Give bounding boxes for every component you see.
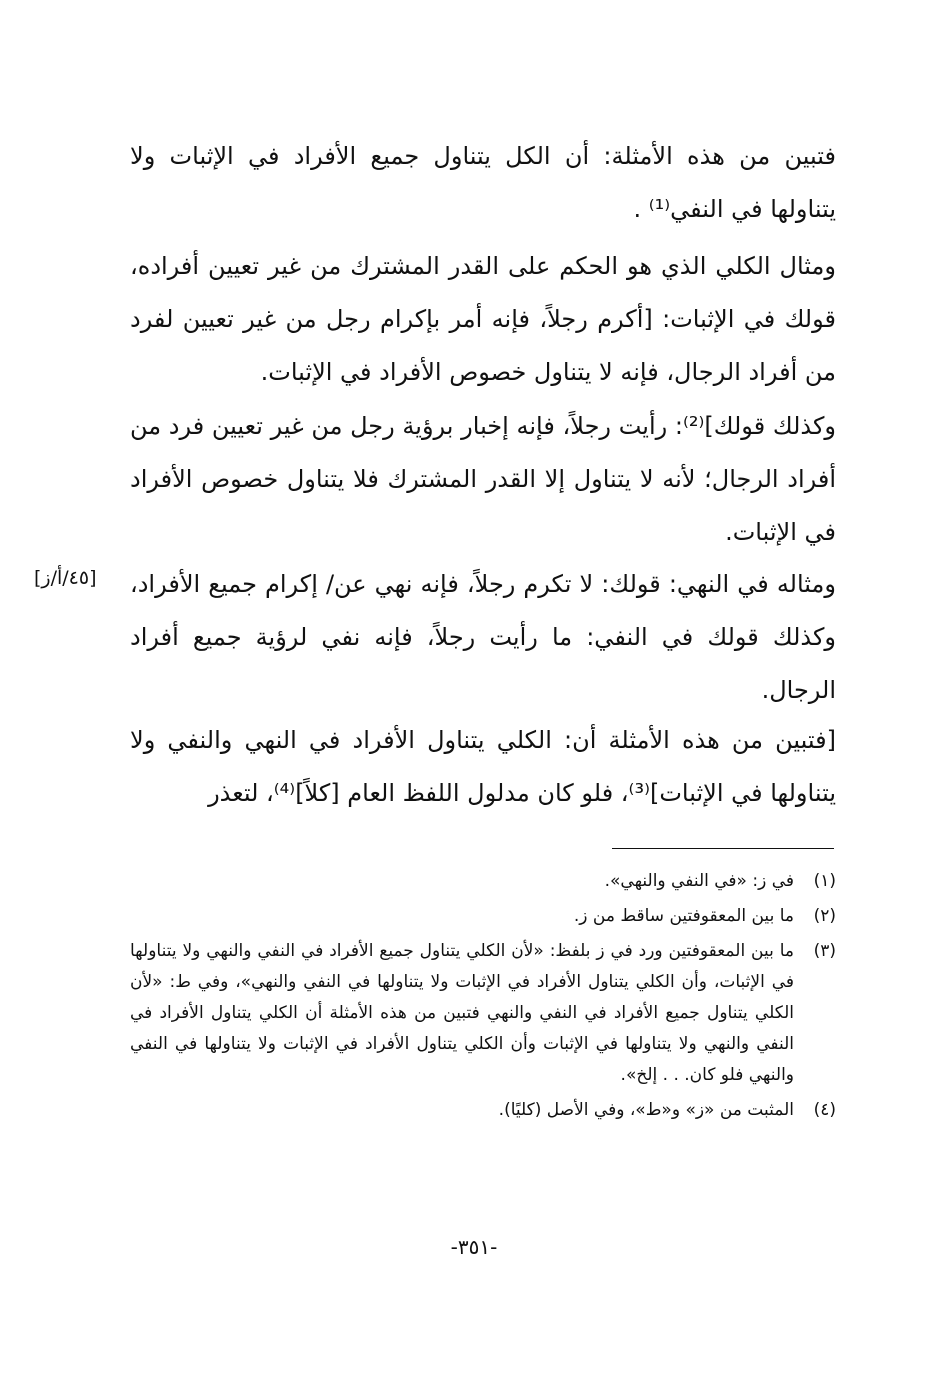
footnote-text: المثبت من «ز» و«ط»، وفي الأصل (كليًا). bbox=[498, 1100, 794, 1120]
body-paragraph-1: فتبين من هذه الأمثلة: أن الكل يتناول جميع الأفراد في الإثبات ولا يتناولها في النفي⁽¹⁾ . bbox=[130, 142, 836, 223]
footnote-separator bbox=[612, 848, 834, 849]
body-paragraph-5: [فتبين من هذه الأمثلة أن: الكلي يتناول الأفراد في النهي والنفي ولا يتناولها في الإثبات]⁽³⁾، فلو كان مدلول اللفظ العام [كلاً]⁽⁴⁾، لتعذر bbox=[130, 726, 836, 807]
footnote-1 bbox=[130, 866, 836, 897]
footnote-number: (١) bbox=[813, 871, 836, 891]
footnote-text: ما بين المعقوفتين ورد في ز بلفظ: «لأن الكلي يتناول جميع الأفراد في النفي والنهي ولا يتناولها في الإثبات، وأن الكلي يتناول الأفراد في الإثبات ولا يتناولها في النفي والنهي»، وفي ط: «لأن الكلي يتناول جميع الأفراد في النفي والنهي فتبين من هذه الأمثلة أن الكلي يتناول الأفراد في النفي والنهي ولا يتناولها في الإثبات وأن الكلي يتناول الأفراد في الإثبات ولا يتناولها في النفي والنهي فلو كان. . . إلخ». bbox=[130, 941, 794, 1085]
page-number: -٣٥١- bbox=[450, 1235, 498, 1259]
manuscript-folio-marker: [٤٥/أ/ز] bbox=[34, 567, 97, 589]
footnote-number: (٢) bbox=[813, 906, 836, 926]
footnote-text: في ز: «في النفي والنهي». bbox=[604, 871, 794, 891]
footnote-text: ما بين المعقوفتين ساقط من ز. bbox=[573, 906, 794, 926]
footnote-number: (٣) bbox=[813, 941, 836, 961]
body-paragraph-4: ومثاله في النهي: قولك: لا تكرم رجلاً، فإنه نهي عن/ إكرام جميع الأفراد، وكذلك قولك في النفي: ما رأيت رجلاً، فإنه نفي لرؤية جميع أفراد الرجال. bbox=[130, 570, 836, 704]
footnote-number: (٤) bbox=[813, 1100, 836, 1120]
footnote-3 bbox=[130, 936, 836, 1091]
body-paragraph-3: وكذلك قولك]⁽²⁾: رأيت رجلاً، فإنه إخبار برؤية رجل من غير تعيين فرد من أفراد الرجال؛ لأنه لا يتناول إلا القدر المشترك فلا يتناول خصوص الأفراد في الإثبات. bbox=[130, 412, 837, 546]
body-paragraph-2: ومثال الكلي الذي هو الحكم على القدر المشترك من غير تعيين أفراده، قولك في الإثبات: [أكرم رجلاً، فإنه أمر بإكرام رجل من غير تعيين لفرد من أفراد الرجال، فإنه لا يتناول خصوص الأفراد في الإثبات. bbox=[130, 252, 836, 386]
footnote-2 bbox=[130, 901, 836, 932]
footnote-4 bbox=[130, 1095, 836, 1126]
footnotes-section bbox=[130, 866, 836, 1130]
